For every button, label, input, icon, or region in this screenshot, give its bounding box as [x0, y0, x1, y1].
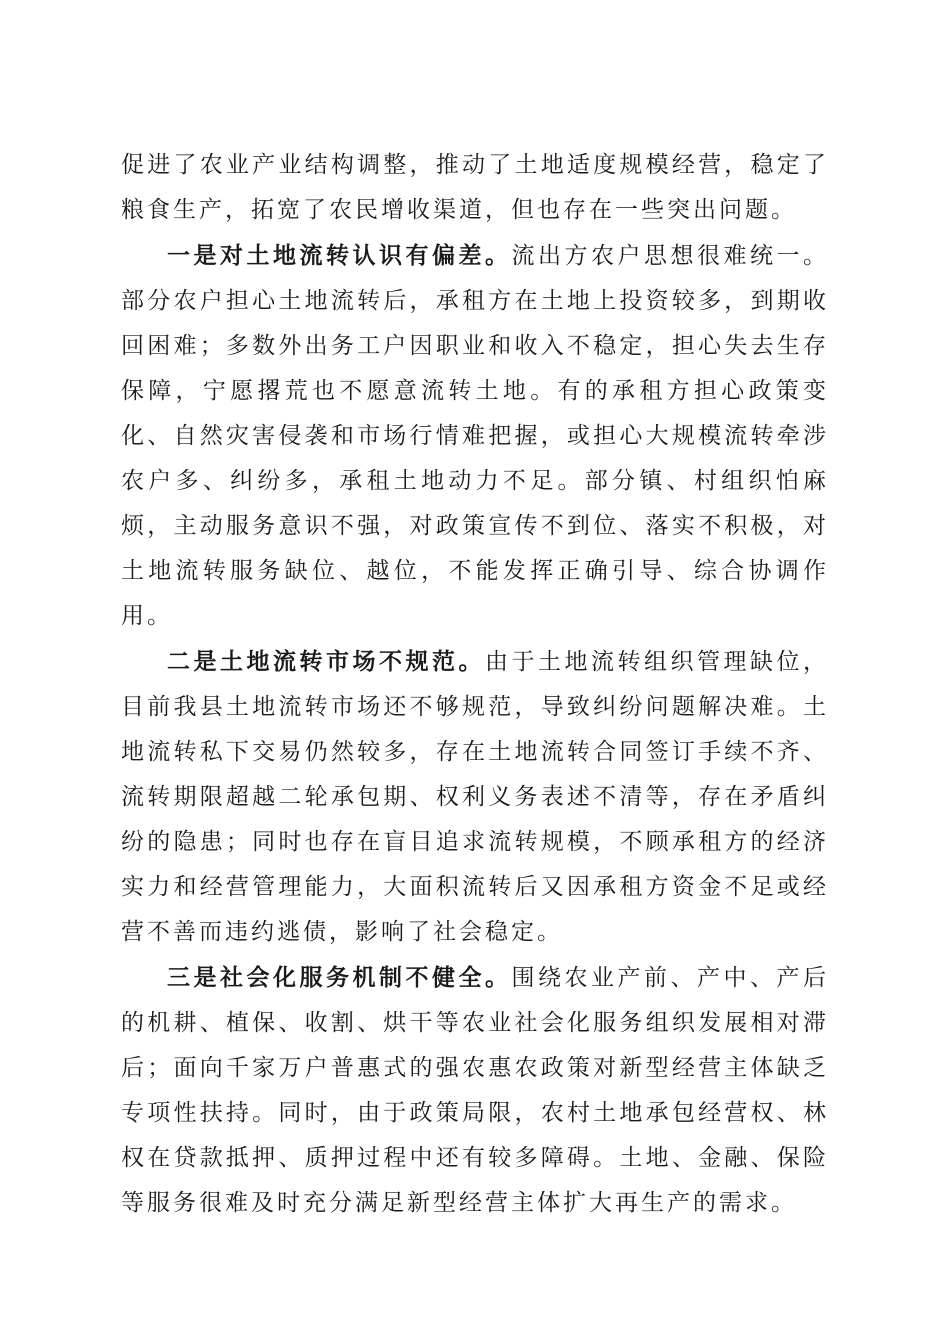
paragraph-text: 由于土地流转组织管理缺位，目前我县土地流转市场还不够规范，导致纠纷问题解决难。土地流转私下交易仍然较多，存在土地流转合同签订手续不齐、流转期限超越二轮承包期、权利义务表述不清等，存在矛盾纠纷的隐患；同时也存在盲目追求流转规模，不顾承租方的经济实力和经营管理能力，大面积流转后又因承租方资金不足或经营不善而违约逃债，影响了社会稳定。	[121, 649, 829, 945]
paragraph-lead-heading: 三是社会化服务机制不健全。	[167, 964, 512, 991]
paragraph-social-service-mechanism	[121, 955, 829, 1226]
paragraph-lead-heading: 二是土地流转市场不规范。	[167, 648, 485, 675]
paragraph-land-transfer-market	[121, 639, 829, 955]
document-body	[121, 143, 829, 1226]
paragraph-land-transfer-awareness	[121, 233, 829, 639]
paragraph-lead-heading: 一是对土地流转认识有偏差。	[167, 242, 512, 269]
paragraph-text: 流出方农户思想很难统一。部分农户担心土地流转后，承租方在土地上投资较多，到期收回困难；多数外出务工户因职业和收入不稳定，担心失去生存保障，宁愿撂荒也不愿意流转土地。有的承租方担心政策变化、自然灾害侵袭和市场行情难把握，或担心大规模流转牵涉农户多、纠纷多，承租土地动力不足。部分镇、村组织怕麻烦，主动服务意识不强，对政策宣传不到位、落实不积极，对土地流转服务缺位、越位，不能发挥正确引导、综合协调作用。	[121, 243, 829, 629]
paragraph-text: 促进了农业产业结构调整，推动了土地适度规模经营，稳定了粮食生产，拓宽了农民增收渠道，但也存在一些突出问题。	[121, 152, 829, 223]
paragraph-text: 围绕农业产前、产中、产后的机耕、植保、收割、烘干等农业社会化服务组织发展相对滞后；面向千家万户普惠式的强农惠农政策对新型经营主体缺乏专项性扶持。同时，由于政策局限，农村土地承包经营权、林权在贷款抵押、质押过程中还有较多障碍。土地、金融、保险等服务很难及时充分满足新型经营主体扩大再生产的需求。	[121, 965, 829, 1216]
paragraph-continuation	[121, 143, 829, 233]
